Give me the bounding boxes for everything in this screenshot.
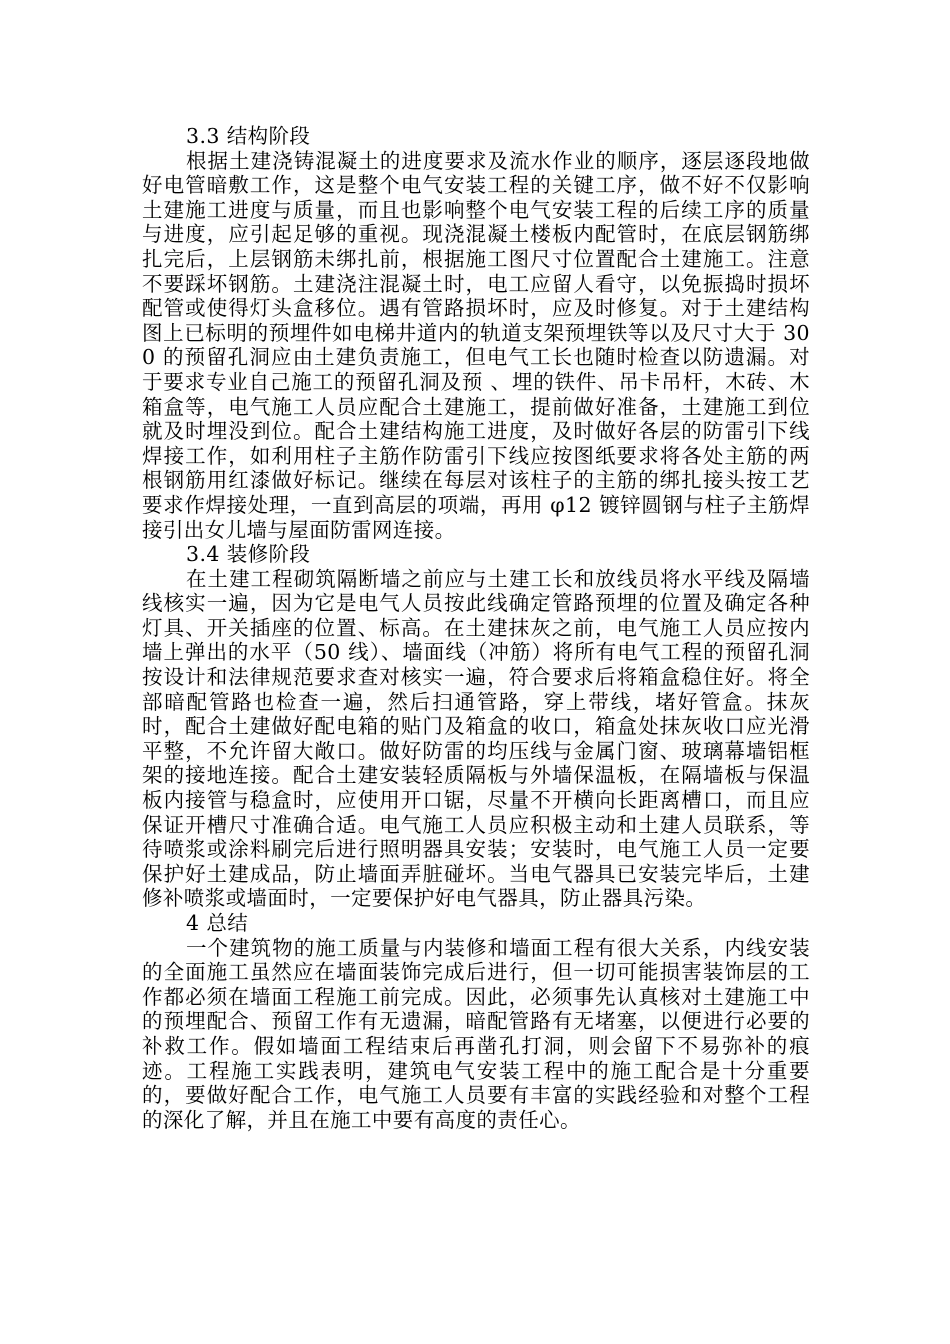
section-heading-3-4: 3.4 装修阶段 xyxy=(186,542,311,567)
section-body-4: 一个建筑物的施工质量与内装修和墙面工程有很大关系，内线安装的全面施工虽然应在墙面装饰完成后进行，但一切可能损害装饰层的工作都必须在墙面工程施工前完成。因此，必须事先认真核对土建施工中的预埋配合、预留工作有无遗漏，暗配管路有无堵塞，以便进行必要的补救工作。假如墙面工程结束后再凿孔打洞，则会留下不易弥补的痕迹。工程施工实践表明，建筑电气安装工程中的施工配合是十分重要的，要做好配合工作，电气施工人员要有丰富的实践经验和对整个工程的深化了解，并且在施工中要有高度的责任心。 xyxy=(142,935,810,1132)
section-body-3-4: 在土建工程砌筑隔断墙之前应与土建工长和放线员将水平线及隔墙线核实一遍，因为它是电气人员按此线确定管路预埋的位置及确定各种灯具、开关插座的位置、标高。在土建抹灰之前，电气施工人员应按内墙上弹出的水平（50 线）、墙面线（冲筋）将所有电气工程的预留孔洞按设计和法律规范要求查对核实一遍，符合要求后将箱盒稳住好。将全部暗配管路也检查一遍，然后扫通管路，穿上带线，堵好管盒。抹灰时，配合土建做好配电箱的贴门及箱盒的收口，箱盒处抹灰收口应光滑平整，不允许留大敞口。做好防雷的均压线与金属门窗、玻璃幕墙铝框架的接地连接。配合土建安装轻质隔板与外墙保温板，在隔墙板与保温板内接管与稳盒时，应使用开口锯，尽量不开横向长距离槽口，而且应保证开槽尺寸准确合适。电气施工人员应积极主动和土建人员联系，等待喷浆或涂料刷完后进行照明器具安装；安装时，电气施工人员一定要保护好土建成品，防止墙面弄脏碰坏。当电气器具已安装完毕后，土建修补喷浆或墙面时，一定要保护好电气器具，防止器具污染。 xyxy=(142,566,810,911)
section-heading-3-3: 3.3 结构阶段 xyxy=(186,124,311,148)
section-body-3-3: 根据土建浇铸混凝土的进度要求及流水作业的顺序，逐层逐段地做好电管暗敷工作，这是整个电气安装工程的关键工序，做不好不仅影响土建施工进度与质量，而且也影响整个电气安装工程的后续工序的质量与进度，应引起足够的重视。现浇混凝土楼板内配管时，在底层钢筋绑扎完后，上层钢筋未绑扎前，根据施工图尺寸位置配合土建施工。注意不要踩坏钢筋。土建浇注混凝土时，电工应留人看守，以免振捣时损坏配管或使得灯头盒移位。遇有管路损坏时，应及时修复。对于土建结构图上已标明的预埋件如电梯井道内的轨道支架预埋铁等以及尺寸大于 300 的预留孔洞应由土建负责施工，但电气工长也随时检查以防遗漏。对于要求专业自己施工的预留孔洞及预 、埋的铁件、吊卡吊杆，木砖、木箱盒等，电气施工人员应配合土建施工，提前做好准备，土建施工到位就及时埋没到位。配合土建结构施工进度，及时做好各层的防雷引下线焊接工作，如利用柱子主筋作防雷引下线应按图纸要求将各处主筋的两根钢筋用红漆做好标记。继续在每层对该柱子的主筋的绑扎接头按工艺要求作焊接处理，一直到高层的项端，再用 φ12 镀锌圆钢与柱子主筋焊接引出女儿墙与屋面防雷网连接。 xyxy=(142,148,810,542)
document-page xyxy=(142,124,810,1132)
section-heading-4: 4 总结 xyxy=(186,911,249,935)
